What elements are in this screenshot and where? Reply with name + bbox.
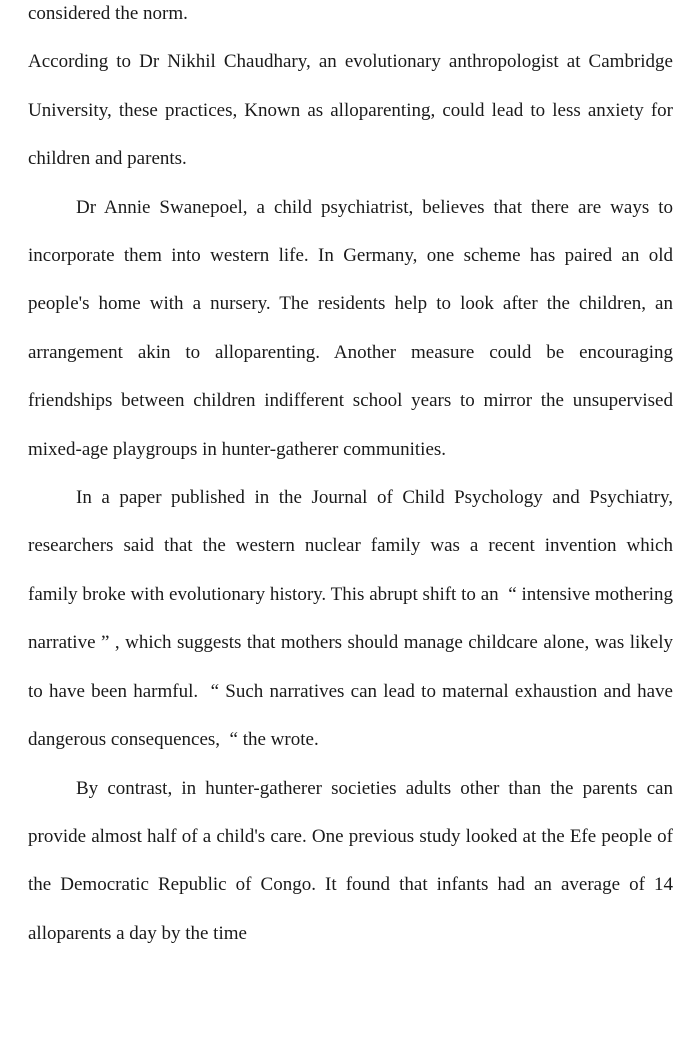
paragraph-journal-study: In a paper published in the Journal of Child Psychology and Psychiatry, researchers said that the western nuclear family was a recent invention which family broke with evolutionary history. This abrupt shift to an “ intensive mothering narrative ” , which suggests that mothers should manage childcare alone, was likely to have been harmful. “ Such narratives can lead to maternal exhaustion and have dangerous consequences, “ the wrote. [28,487,683,751]
paragraph-continuation: considered the norm. [28,3,188,24]
paragraph-swanepoel: Dr Annie Swanepoel, a child psychiatrist, believes that there are ways to incorporate them into western life. In Germany, one scheme has paired an old people's home with a nursery. The residents help to look after the children, an arrangement akin to alloparenting. Another measure could be encouraging friendships between children indifferent school years to mirror the unsupervised mixed-age playgroups in hunter-gatherer communities. [28,196,678,460]
document-page [28,0,683,958]
paragraph-chaudhary: According to Dr Nikhil Chaudhary, an evolutionary anthropologist at Cambridge University, these practices, Known as alloparenting, could lead to less anxiety for children and parents. [28,51,678,170]
paragraph-hunter-gatherer: By contrast, in hunter-gatherer societies adults other than the parents can provide almost half of a child's care. One previous study looked at the Efe people of the Democratic Republic of Congo. It found that infants had an average of 14 alloparents a day by the time [28,777,678,944]
